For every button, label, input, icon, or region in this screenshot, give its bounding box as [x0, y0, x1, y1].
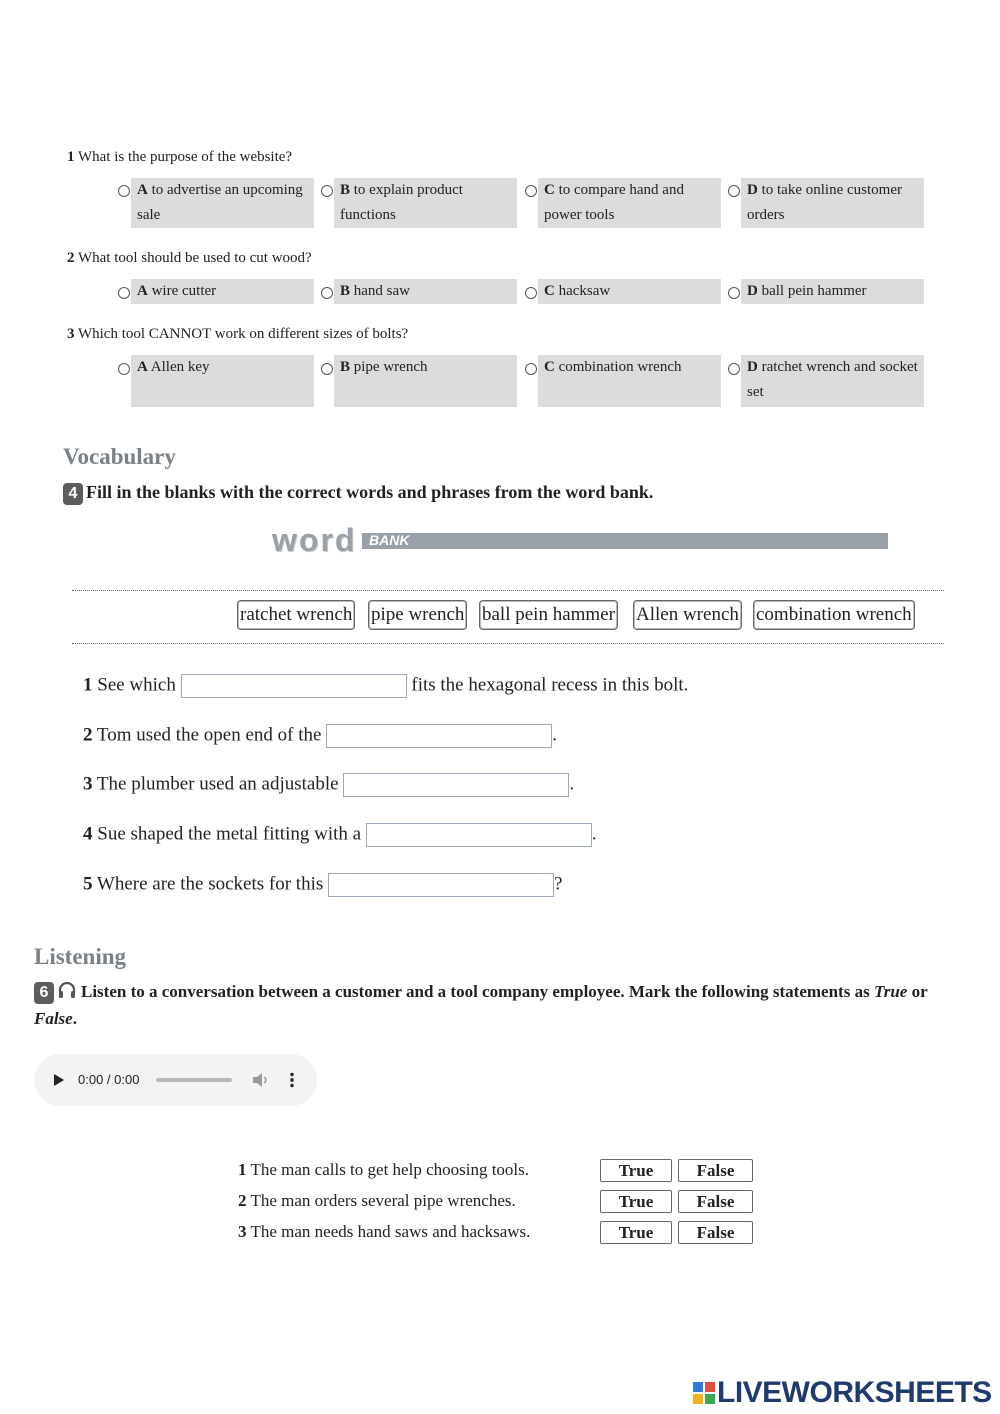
divider-top [72, 590, 944, 591]
vocab-sentence-5: 5 Where are the sockets for this ? [83, 873, 562, 897]
option-q2-c[interactable]: C hacksaw [538, 279, 721, 304]
question-3: 3 Which tool CANNOT work on different sizes of bolts? [67, 326, 409, 342]
word-chip-ratchet-wrench[interactable]: ratchet wrench [237, 600, 355, 630]
tf-statement-3: 3 The man needs hand saws and hacksaws. [238, 1222, 531, 1241]
radio-q2-b[interactable] [321, 287, 333, 299]
word-chip-allen-wrench[interactable]: Allen wrench [633, 600, 742, 630]
false-button-3[interactable]: False [678, 1221, 753, 1244]
radio-q1-a[interactable] [118, 185, 130, 197]
option-q1-b[interactable]: B to explain product functions [334, 178, 517, 228]
listening-heading: Listening [34, 944, 127, 969]
true-button-3[interactable]: True [600, 1221, 672, 1244]
vocabulary-instruction: 4 Fill in the blanks with the correct words and phrases from the word bank. [63, 482, 653, 505]
play-icon[interactable] [53, 1073, 65, 1090]
false-button-2[interactable]: False [678, 1190, 753, 1213]
true-button-2[interactable]: True [600, 1190, 672, 1213]
vocab-sentence-1: 1 See which fits the hexagonal recess in this bolt. [83, 674, 688, 698]
option-q3-c[interactable]: C combination wrench [538, 355, 721, 407]
option-q2-a[interactable]: A wire cutter [131, 279, 314, 304]
option-q1-d[interactable]: D to take online customer orders [741, 178, 924, 228]
listening-instruction: 6 Listen to a conversation between a customer and a tool company employee. Mark the following statements as True or False. [34, 982, 928, 1028]
option-q3-a[interactable]: A Allen key [131, 355, 314, 407]
word-logo: word [272, 522, 357, 558]
radio-q1-b[interactable] [321, 185, 333, 197]
word-chip-combination-wrench[interactable]: combination wrench [753, 600, 915, 630]
option-q3-b[interactable]: B pipe wrench [334, 355, 517, 407]
word-bank-banner [272, 522, 888, 566]
option-q3-d[interactable]: D ratchet wrench and socket set [741, 355, 924, 407]
blank-input-1[interactable] [181, 674, 407, 698]
word-chip-ball-pein-hammer[interactable]: ball pein hammer [479, 600, 618, 630]
vocab-sentence-2: 2 Tom used the open end of the . [83, 724, 557, 748]
tf-statement-2: 2 The man orders several pipe wrenches. [238, 1191, 516, 1210]
radio-q3-a[interactable] [118, 363, 130, 375]
true-button-1[interactable]: True [600, 1159, 672, 1182]
question-2: 2 What tool should be used to cut wood? [67, 250, 312, 266]
divider-bottom [72, 643, 944, 644]
radio-q1-d[interactable] [728, 185, 740, 197]
radio-q2-c[interactable] [525, 287, 537, 299]
tf-statement-1: 1 The man calls to get help choosing tools. [238, 1160, 530, 1179]
audio-progress-slider[interactable] [156, 1078, 232, 1082]
word-bank-label: BANK [369, 532, 410, 548]
word-chip-pipe-wrench[interactable]: pipe wrench [368, 600, 467, 630]
blank-input-4[interactable] [366, 823, 592, 847]
vocab-sentence-3: 3 The plumber used an adjustable . [83, 773, 574, 797]
radio-q2-a[interactable] [118, 287, 130, 299]
exercise-number-badge-6: 6 [34, 982, 54, 1004]
audio-player [34, 1054, 317, 1106]
liveworksheets-icon [693, 1382, 715, 1409]
blank-input-5[interactable] [328, 873, 554, 897]
option-q2-b[interactable]: B hand saw [334, 279, 517, 304]
volume-icon[interactable] [252, 1072, 270, 1091]
liveworksheets-logo: LIVEWORKSHEETS [693, 1376, 992, 1410]
vocab-sentence-4: 4 Sue shaped the metal fitting with a . [83, 823, 597, 847]
option-q1-c[interactable]: C to compare hand and power tools [538, 178, 721, 228]
question-1: 1 What is the purpose of the website? [67, 149, 293, 165]
radio-q3-b[interactable] [321, 363, 333, 375]
more-options-icon[interactable] [290, 1072, 294, 1091]
false-button-1[interactable]: False [678, 1159, 753, 1182]
audio-time: 0:00 / 0:00 [78, 1072, 140, 1087]
radio-q2-d[interactable] [728, 287, 740, 299]
vocabulary-heading: Vocabulary [63, 444, 176, 469]
option-q2-d[interactable]: D ball pein hammer [741, 279, 924, 304]
radio-q3-c[interactable] [525, 363, 537, 375]
radio-q1-c[interactable] [525, 185, 537, 197]
exercise-number-badge: 4 [63, 483, 83, 505]
headphones-icon [57, 980, 77, 1007]
blank-input-3[interactable] [343, 773, 569, 797]
word-bank-bar [362, 533, 888, 549]
blank-input-2[interactable] [326, 724, 552, 748]
option-q1-a[interactable]: A to advertise an upcoming sale [131, 178, 314, 228]
radio-q3-d[interactable] [728, 363, 740, 375]
